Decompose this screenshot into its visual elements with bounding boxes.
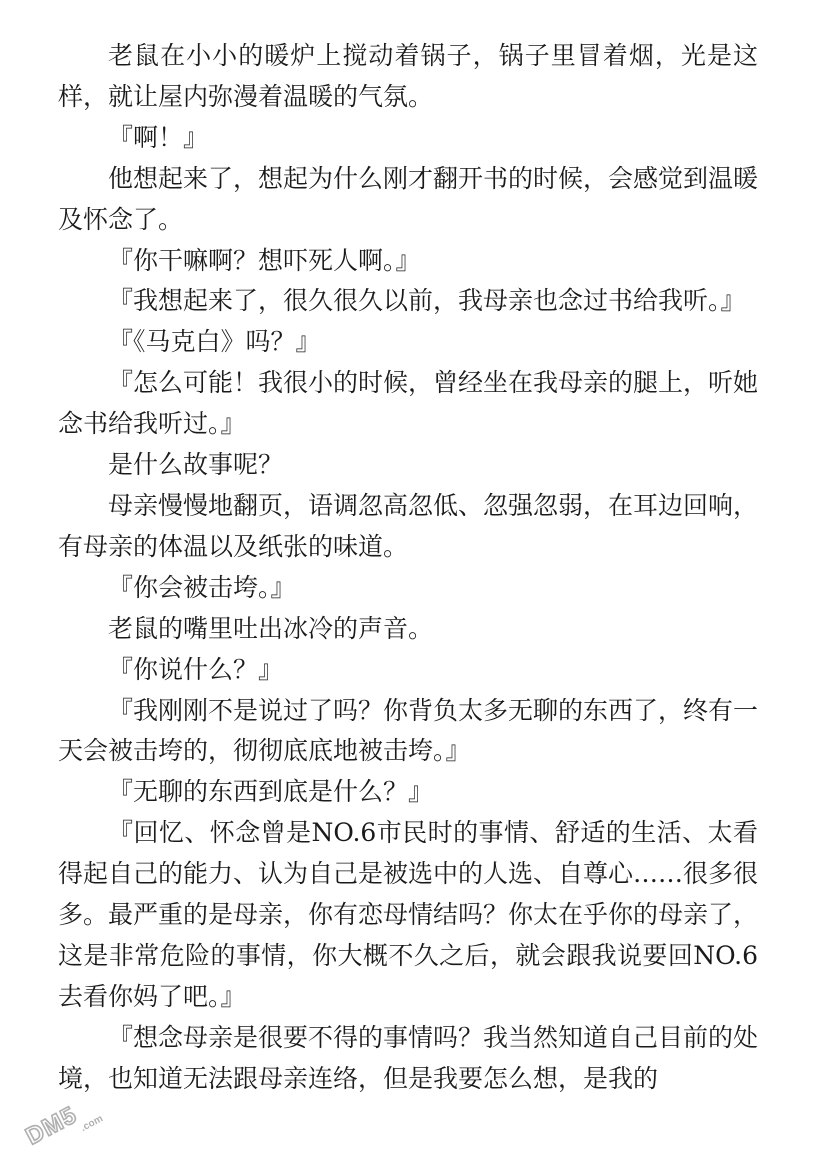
paragraph: 『你说什么？』 <box>108 654 284 684</box>
paragraph: 『回忆、怀念曾是NO.6市民时的事情、舒适的生活、太看得起自己的能力、认为自己是被选中的人选、自尊心……很多很多。最严重的是母亲，你有恋母情结吗？你太在乎你的母亲了，这是非常危险的事情，你大概不久之后，就会跟我说要回NO.6去看你妈了吧。』 <box>58 818 759 1011</box>
paragraph: 『我刚刚不是说过了吗？你背负太多无聊的东西了，终有一天会被击垮的，彻彻底底地被击垮。』 <box>58 695 759 766</box>
body-text <box>58 36 758 1100</box>
paragraph: 『你会被击垮。』 <box>108 572 296 602</box>
paragraph: 是什么故事呢？ <box>108 450 284 480</box>
paragraph: 『《马克白》吗？』 <box>108 327 321 357</box>
paragraph: 『啊！』 <box>108 122 209 152</box>
paragraph: 『想念母亲是很要不得的事情吗？我当然知道自己目前的处境，也知道无法跟母亲连络，但是我要怎么想，是我的 <box>58 1022 759 1093</box>
svg-text:DM5: DM5 <box>21 1101 82 1150</box>
paragraph: 『怎么可能！我很小的时候，曾经坐在我母亲的腿上，听她念书给我听过。』 <box>58 368 759 439</box>
paragraph: 他想起来了，想起为什么刚才翻开书的时候，会感觉到温暖及怀念了。 <box>58 163 759 234</box>
svg-text:.com: .com <box>79 1113 105 1134</box>
paragraph: 『你干嘛啊？想吓死人啊。』 <box>108 245 421 275</box>
paragraph: 母亲慢慢地翻页，语调忽高忽低、忽强忽弱，在耳边回响，有母亲的体温以及纸张的味道。 <box>58 490 759 561</box>
paragraph: 老鼠的嘴里吐出冰冷的声音。 <box>108 613 434 643</box>
paragraph: 『我想起来了，很久很久以前，我母亲也念过书给我听。』 <box>108 286 746 316</box>
paragraph: 『无聊的东西到底是什么？』 <box>108 777 434 807</box>
paragraph: 老鼠在小小的暖炉上搅动着锅子，锅子里冒着烟，光是这样，就让屋内弥漫着温暖的气氛。 <box>58 41 758 111</box>
watermark-logo <box>18 1092 106 1150</box>
